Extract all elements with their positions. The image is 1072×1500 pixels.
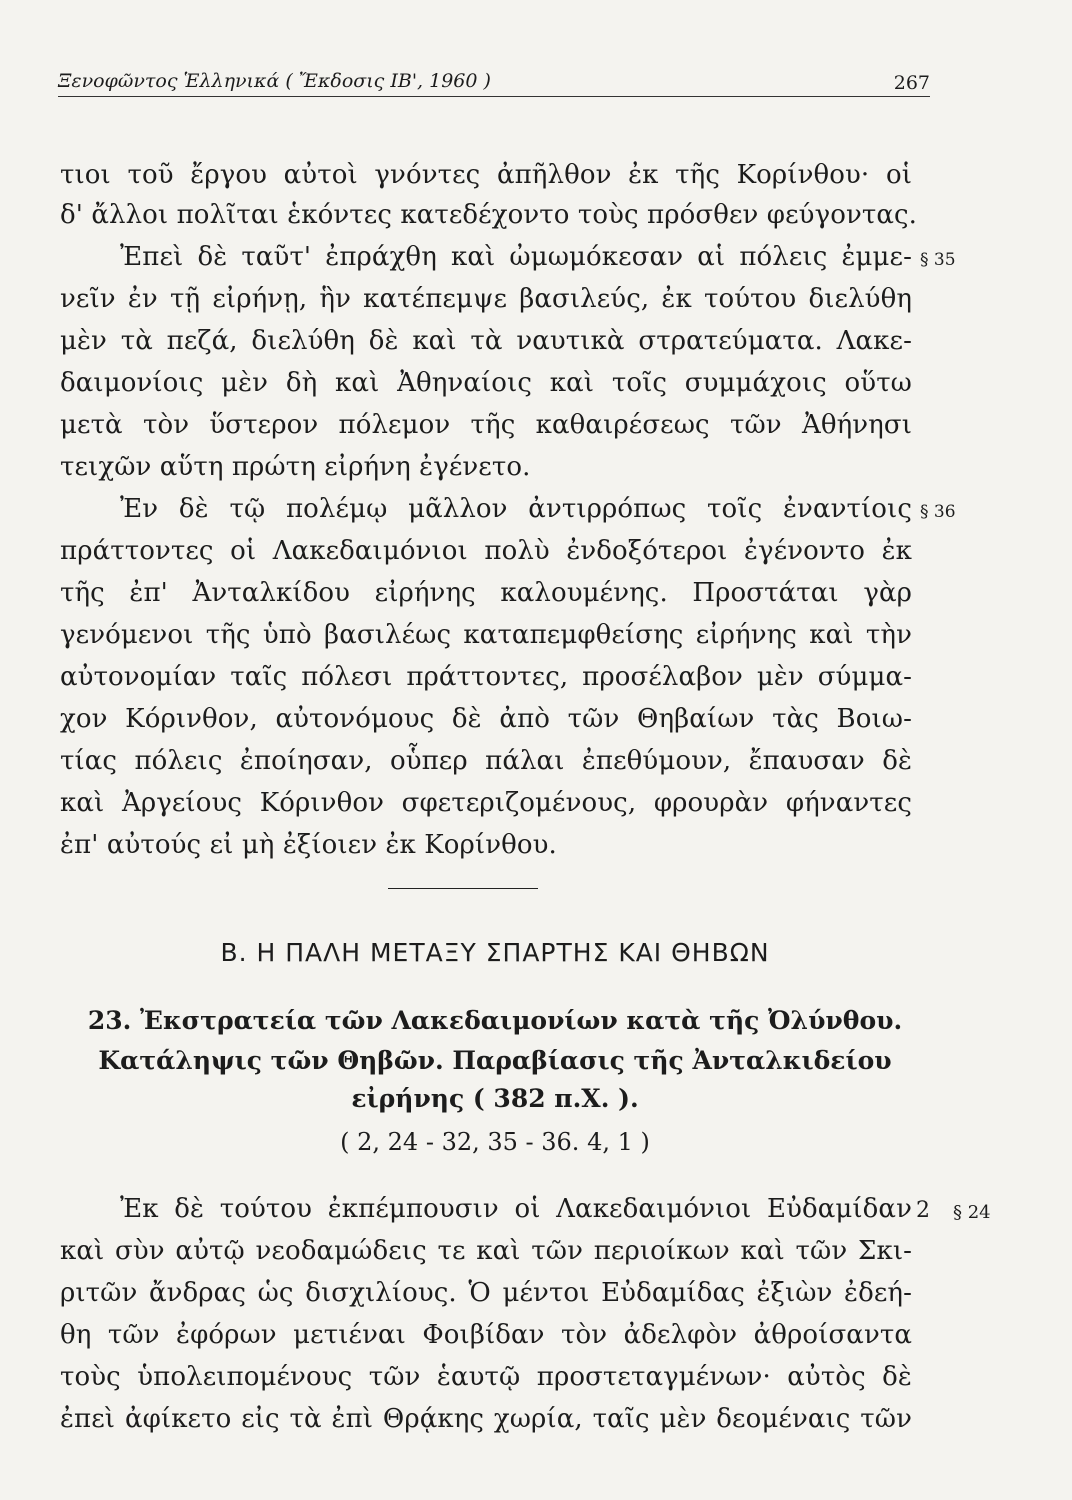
text-line: τιοι τοῦ ἔργου αὐτοὶ γνόντες ἀπῆλθον ἐκ τῆς Κορίνθου· οἱ — [60, 160, 912, 190]
text-line: τίας πόλεις ἐποίησαν, οὗπερ πάλαι ἐπεθύμουν, ἔπαυσαν δὲ — [60, 746, 912, 776]
text-line: μὲν τὰ πεζά, διελύθη δὲ καὶ τὰ ναυτικὰ στρατεύματα. Λακε- — [60, 326, 912, 356]
text-line: νεῖν ἐν τῇ εἰρήνῃ, ἣν κατέπεμψε βασιλεύς, ἐκ τούτου διελύθη — [60, 284, 912, 314]
book-number: 2 — [916, 1198, 930, 1223]
text-line: χον Κόρινθον, αὐτονόμους δὲ ἀπὸ τῶν Θηβαίων τὰς Βοιω- — [60, 704, 912, 734]
text-line: δαιμονίοις μὲν δὴ καὶ Ἀθηναίοις καὶ τοῖς συμμάχοις οὕτω — [60, 368, 912, 398]
text-line: τειχῶν αὕτη πρώτη εἰρήνη ἐγένετο. — [60, 452, 531, 482]
section-marker: § 24 — [953, 1202, 991, 1223]
section-marker: § 36 — [920, 502, 956, 522]
text-line: ἐπεὶ ἀφίκετο εἰς τὰ ἐπὶ Θρᾴκης χωρία, ταῖς μὲν δεομέναις τῶν — [60, 1404, 912, 1434]
running-title: Ξενοφῶντος Ἑλληνικά ( Ἔκδοσις ΙΒ', 1960 ) — [58, 70, 491, 92]
chapter-reference: ( 2, 24 - 32, 35 - 36. 4, 1 ) — [340, 1128, 650, 1156]
chapter-title-line: Κατάληψις τῶν Θηβῶν. Παραβίασις τῆς Ἀνταλκιδείου — [98, 1046, 892, 1075]
page-number: 267 — [893, 72, 930, 94]
text-line: Ἐπεὶ δὲ ταῦτ' ἐπράχθη καὶ ὠμωμόκεσαν αἱ πόλεις ἐμμε- — [120, 242, 912, 272]
text-line: Ἐν δὲ τῷ πολέμῳ μᾶλλον ἀντιρρόπως τοῖς ἐναντίοις — [120, 494, 912, 524]
section-heading: Β. Η ΠΑΛΗ ΜΕΤΑΞΥ ΣΠΑΡΤΗΣ ΚΑΙ ΘΗΒΩΝ — [220, 938, 770, 967]
text-line: καὶ Ἀργείους Κόρινθον σφετεριζομένους, φρουρὰν φήναντες — [60, 788, 912, 818]
text-line: ριτῶν ἄνδρας ὡς δισχιλίους. Ὁ μέντοι Εὐδαμίδας ἐξιὼν ἐδεή- — [60, 1278, 912, 1308]
text-line: αὐτονομίαν ταῖς πόλεσι πράττοντες, προσέλαβον μὲν σύμμα- — [60, 662, 912, 692]
text-line: γενόμενοι τῆς ὑπὸ βασιλέως καταπεμφθείσης εἰρήνης καὶ τὴν — [60, 620, 912, 650]
text-line: δ' ἄλλοι πολῖται ἑκόντες κατεδέχοντο τοὺς πρόσθεν φεύγοντας. — [60, 200, 918, 230]
chapter-title-line: εἰρήνης ( 382 π.Χ. ). — [351, 1084, 639, 1113]
text-line: πράττοντες οἱ Λακεδαιμόνιοι πολὺ ἐνδοξότεροι ἐγένοντο ἐκ — [60, 536, 912, 566]
text-line: Ἐκ δὲ τούτου ἐκπέμπουσιν οἱ Λακεδαιμόνιοι Εὐδαμίδαν — [120, 1194, 912, 1224]
running-header — [58, 66, 930, 97]
text-line: ἐπ' αὐτούς εἰ μὴ ἐξίοιεν ἐκ Κορίνθου. — [60, 830, 557, 860]
section-marker: § 35 — [920, 250, 956, 270]
text-line: μετὰ τὸν ὕστερον πόλεμον τῆς καθαιρέσεως τῶν Ἀθήνησι — [60, 410, 912, 440]
text-line: θη τῶν ἐφόρων μετιέναι Φοιβίδαν τὸν ἀδελφὸν ἀθροίσαντα — [60, 1320, 912, 1350]
separator-rule — [388, 888, 538, 889]
text-line: καὶ σὺν αὐτῷ νεοδαμώδεις τε καὶ τῶν περιοίκων καὶ τῶν Σκι- — [60, 1236, 912, 1266]
text-line: τοὺς ὑπολειπομένους τῶν ἑαυτῷ προστεταγμένων· αὐτὸς δὲ — [60, 1362, 912, 1392]
chapter-title-line: 23. Ἐκστρατεία τῶν Λακεδαιμονίων κατὰ τῆς Ὀλύνθου. — [87, 1006, 903, 1035]
text-line: τῆς ἐπ' Ἀνταλκίδου εἰρήνης καλουμένης. Προστάται γὰρ — [60, 578, 912, 608]
